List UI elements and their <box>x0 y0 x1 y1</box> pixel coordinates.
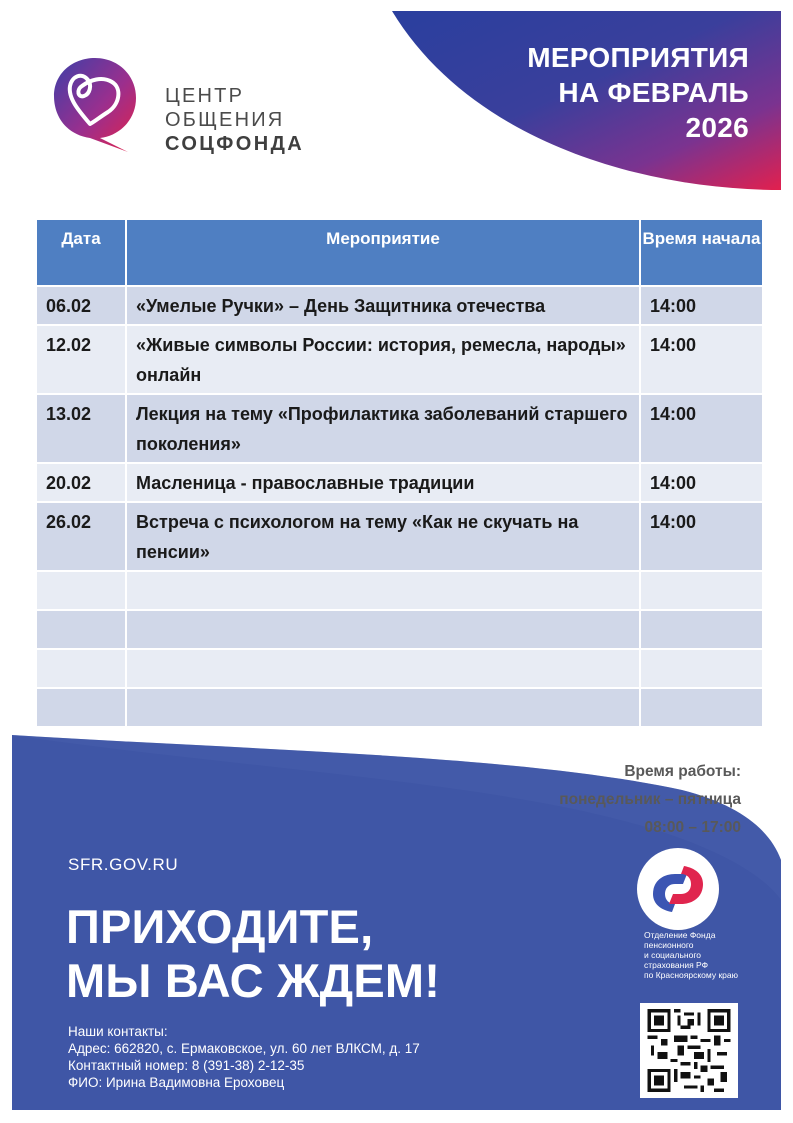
slogan-line-2: МЫ ВАС ЖДЕМ! <box>66 954 441 1007</box>
sfr-caption-line: по Красноярскому краю <box>644 970 738 980</box>
header-time: Время начала <box>640 220 763 286</box>
row-date: 26.02 <box>37 502 126 571</box>
logo-line-1: ЦЕНТР <box>165 85 245 107</box>
page-title <box>449 40 749 145</box>
logo-line-3: СОЦФОНДА <box>165 133 305 155</box>
sfr-caption <box>644 930 738 980</box>
sfr-caption-line: Отделение Фонда <box>644 930 716 940</box>
qr-code-icon <box>646 1009 732 1092</box>
website-link[interactable]: SFR.GOV.RU <box>68 855 179 874</box>
slogan <box>66 900 440 1008</box>
row-time: 14:00 <box>640 394 763 463</box>
sfr-logo-icon <box>637 848 719 930</box>
row-event: Масленица - православные традиции <box>126 463 640 502</box>
row-event: Лекция на тему «Профилактика заболеваний старшего поколения» <box>126 394 640 463</box>
qr-code[interactable] <box>640 1003 738 1098</box>
table-row-empty <box>37 571 763 610</box>
row-date: 20.02 <box>37 463 126 502</box>
sfr-caption-line: и социального <box>644 950 701 960</box>
working-hours <box>421 758 741 842</box>
row-event: «Умелые Ручки» – День Защитника отечества <box>126 286 640 325</box>
table-row-empty <box>37 649 763 688</box>
hours-days: понедельник – пятница <box>559 791 741 808</box>
title-line-2: НА ФЕВРАЛЬ <box>558 77 749 108</box>
contacts-address: Адрес: 662820, с. Ермаковское, ул. 60 лет ВЛКСМ, д. 17 <box>68 1041 420 1056</box>
header-date: Дата <box>37 220 126 286</box>
contacts-title: Наши контакты: <box>68 1024 168 1039</box>
row-event: «Живые символы России: история, ремесла, народы» онлайн <box>126 325 640 394</box>
table-row <box>37 502 763 571</box>
row-time: 14:00 <box>640 502 763 571</box>
header-event: Мероприятие <box>126 220 640 286</box>
row-time: 14:00 <box>640 286 763 325</box>
table-row <box>37 286 763 325</box>
logo-wordmark <box>165 84 304 156</box>
title-line-1: МЕРОПРИЯТИЯ <box>527 42 749 73</box>
title-line-3: 2026 <box>685 112 749 143</box>
row-time: 14:00 <box>640 463 763 502</box>
row-date: 13.02 <box>37 394 126 463</box>
sfr-caption-line: страхования РФ <box>644 960 709 970</box>
hours-title: Время работы: <box>624 763 741 780</box>
row-event: Встреча с психологом на тему «Как не скучать на пенсии» <box>126 502 640 571</box>
events-table <box>37 220 764 728</box>
row-date: 12.02 <box>37 325 126 394</box>
sfr-caption-line: пенсионного <box>644 940 694 950</box>
slogan-line-1: ПРИХОДИТЕ, <box>66 900 374 953</box>
hours-time: 08:00 – 17:00 <box>644 819 741 836</box>
contacts-block <box>68 1023 420 1091</box>
row-time: 14:00 <box>640 325 763 394</box>
logo-line-2: ОБЩЕНИЯ <box>165 109 285 131</box>
table-row-empty <box>37 610 763 649</box>
contacts-person: ФИО: Ирина Вадимовна Ероховец <box>68 1075 285 1090</box>
table-header-row <box>37 220 763 286</box>
contacts-phone: Контактный номер: 8 (391-38) 2-12-35 <box>68 1058 305 1073</box>
table-row <box>37 325 763 394</box>
table-row <box>37 463 763 502</box>
row-date: 06.02 <box>37 286 126 325</box>
table-row <box>37 394 763 463</box>
heart-logo-icon <box>50 50 140 155</box>
